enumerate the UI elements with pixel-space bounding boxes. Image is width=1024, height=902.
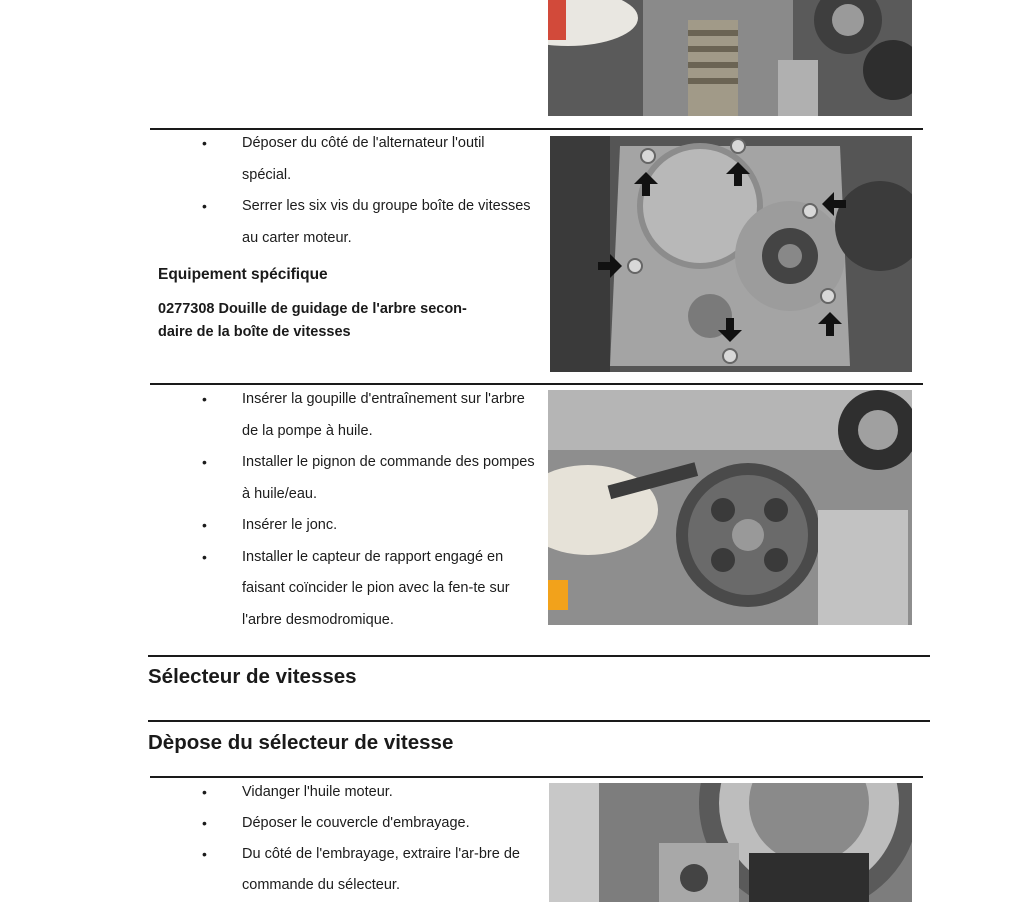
list-item: • Déposer le couvercle d'embrayage. (202, 815, 470, 831)
bullet-text: Installer le pignon de commande des pompes à huile/eau. (242, 454, 535, 502)
equipment-item-line2: daire de la boîte de vitesses (158, 324, 351, 340)
equipment-title: Equipement spécifique (158, 266, 328, 283)
list-item: • Installer le capteur de rapport engagé en faisant coïncider le pion avec la fen-te sur l'arbre desmodromique. (202, 548, 510, 628)
bullet-text: Insérer le jonc. (242, 517, 338, 533)
bullet-text: Installer le capteur de rapport engagé en faisant coïncider le pion avec la fen-te sur l'arbre desmodromique. (242, 548, 510, 628)
photo-crankcase-screws (550, 136, 912, 372)
list-item: • Déposer du côté de l'alternateur l'outil spécial. (202, 135, 485, 183)
photo-engine-top (548, 0, 912, 116)
photo-clutch-selector (549, 783, 912, 902)
bullet-list-1 (197, 128, 537, 254)
bullet-list-3 (197, 777, 537, 901)
section-heading-depose: Dèpose du sélecteur de vitesse (148, 731, 454, 754)
list-item: • Serrer les six vis du groupe boîte de vitesses au carter moteur. (202, 198, 531, 246)
bullet-text: Déposer le couvercle d'embrayage. (242, 815, 470, 831)
bullet-text: Déposer du côté de l'alternateur l'outil spécial. (242, 135, 485, 183)
equipment-item-line1: 0277308 Douille de guidage de l'arbre secon- (158, 301, 467, 317)
bullet-text: Vidanger l'huile moteur. (242, 784, 393, 800)
list-item: • Installer le pignon de commande des pompes à huile/eau. (202, 454, 535, 502)
photo-oil-pump-gear (548, 390, 912, 625)
bullet-text: Serrer les six vis du groupe boîte de vitesses au carter moteur. (242, 198, 531, 246)
separator-3 (148, 655, 930, 657)
list-item: • Insérer le jonc. (202, 517, 338, 533)
bullet-list-2 (197, 384, 537, 636)
list-item: • Insérer la goupille d'entraînement sur l'arbre de la pompe à huile. (202, 391, 525, 439)
list-item: • Vidanger l'huile moteur. (202, 784, 393, 800)
bullet-text: Insérer la goupille d'entraînement sur l'arbre de la pompe à huile. (242, 391, 525, 439)
list-item: • Du côté de l'embrayage, extraire l'ar-bre de commande du sélecteur. (202, 846, 520, 893)
bullet-text: Du côté de l'embrayage, extraire l'ar-bre de commande du sélecteur. (242, 846, 520, 893)
section-heading-selecteur: Sélecteur de vitesses (148, 665, 357, 688)
separator-4 (148, 720, 930, 722)
